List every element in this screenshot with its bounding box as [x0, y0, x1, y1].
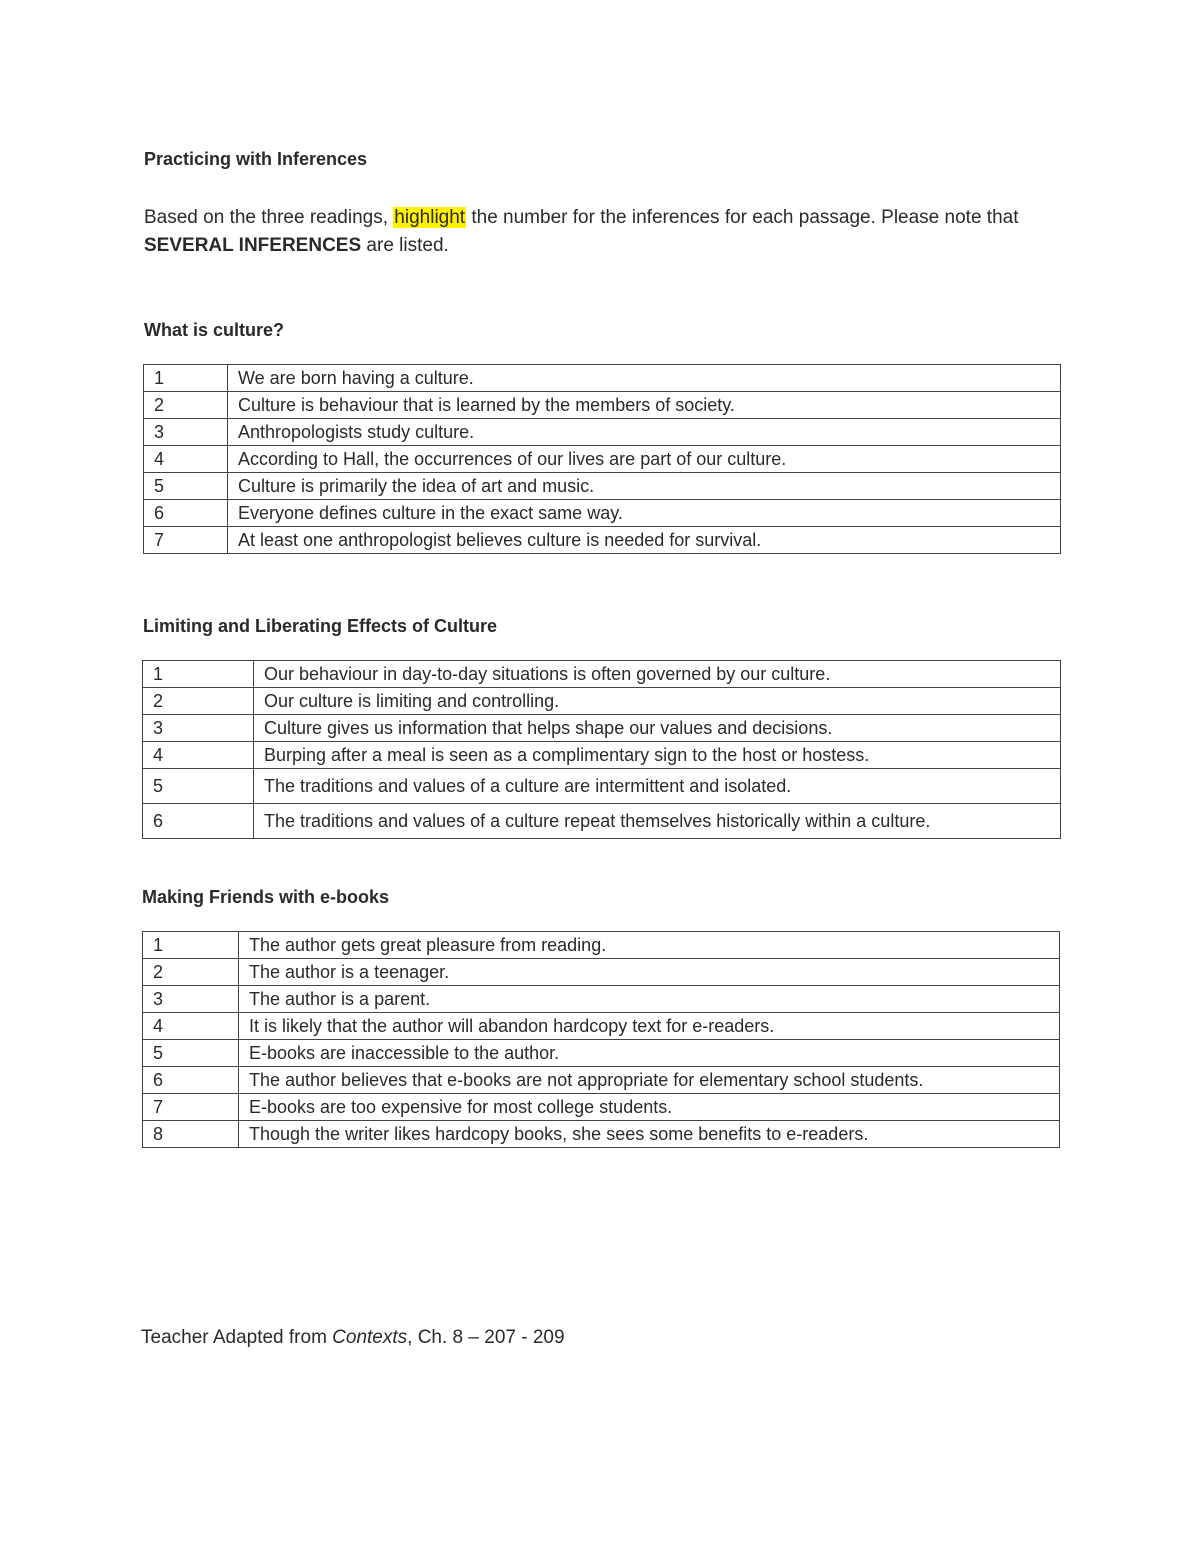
inference-number[interactable]: 2	[143, 959, 239, 986]
inference-number[interactable]: 7	[143, 1094, 239, 1121]
table-row[interactable]	[144, 527, 1061, 554]
inference-text: Everyone defines culture in the exact same way.	[228, 500, 1061, 527]
section-title-making-friends-ebooks: Making Friends with e-books	[142, 887, 390, 907]
inference-number[interactable]: 3	[143, 715, 254, 742]
table-row[interactable]	[144, 392, 1061, 419]
inference-number[interactable]: 6	[143, 804, 254, 839]
inference-text: E-books are inaccessible to the author.	[239, 1040, 1060, 1067]
instructions-emphasis: SEVERAL INFERENCES	[144, 235, 362, 256]
inference-text: We are born having a culture.	[228, 365, 1061, 392]
table-row[interactable]	[144, 500, 1061, 527]
table-row[interactable]	[143, 661, 1061, 688]
table-row[interactable]	[143, 804, 1061, 839]
inference-text: The author gets great pleasure from reading.	[239, 932, 1060, 959]
inference-number[interactable]: 5	[143, 1040, 239, 1067]
inference-number[interactable]: 1	[143, 661, 254, 688]
inference-text: Anthropologists study culture.	[228, 419, 1061, 446]
table-row[interactable]	[143, 959, 1060, 986]
inference-text: Culture gives us information that helps shape our values and decisions.	[254, 715, 1061, 742]
inference-text: At least one anthropologist believes culture is needed for survival.	[228, 527, 1061, 554]
table-row[interactable]	[143, 1040, 1060, 1067]
table-row[interactable]	[144, 446, 1061, 473]
inference-number[interactable]: 7	[144, 527, 228, 554]
table-row[interactable]	[143, 688, 1061, 715]
inference-number[interactable]: 2	[144, 392, 228, 419]
inference-table-limiting-liberating	[142, 660, 1061, 839]
inference-number[interactable]: 2	[143, 688, 254, 715]
citation-prefix: Teacher Adapted from	[141, 1327, 333, 1348]
instructions-part-2: the number for the inferences for each passage. Please note that	[466, 207, 1019, 228]
inference-text: The traditions and values of a culture repeat themselves historically within a culture.	[254, 804, 1061, 839]
section-title-what-is-culture: What is culture?	[144, 320, 285, 340]
inference-text: Culture is primarily the idea of art and music.	[228, 473, 1061, 500]
inference-text: The author believes that e-books are not appropriate for elementary school students.	[239, 1067, 1060, 1094]
inference-number[interactable]: 5	[143, 769, 254, 804]
highlighted-word: highlight	[394, 207, 466, 228]
table-row[interactable]	[143, 1094, 1060, 1121]
section-title-limiting-liberating: Limiting and Liberating Effects of Culture	[143, 616, 498, 636]
table-row[interactable]	[144, 419, 1061, 446]
inference-number[interactable]: 4	[144, 446, 228, 473]
inference-number[interactable]: 8	[143, 1121, 239, 1148]
inference-text: According to Hall, the occurrences of our lives are part of our culture.	[228, 446, 1061, 473]
inference-text: The author is a teenager.	[239, 959, 1060, 986]
table-row[interactable]	[143, 932, 1060, 959]
table-row[interactable]	[143, 1121, 1060, 1148]
inference-text: It is likely that the author will abandon hardcopy text for e-readers.	[239, 1013, 1060, 1040]
page-title: Practicing with Inferences	[144, 149, 368, 169]
inference-number[interactable]: 6	[143, 1067, 239, 1094]
inference-table-what-is-culture	[143, 364, 1061, 554]
instructions-part-3: are listed.	[361, 235, 449, 256]
inference-number[interactable]: 5	[144, 473, 228, 500]
instructions	[144, 204, 1074, 260]
table-row[interactable]	[144, 365, 1061, 392]
instructions-part-1: Based on the three readings,	[144, 207, 394, 228]
source-citation	[141, 1327, 565, 1349]
inference-text: Culture is behaviour that is learned by the members of society.	[228, 392, 1061, 419]
inference-text: The traditions and values of a culture are intermittent and isolated.	[254, 769, 1061, 804]
table-row[interactable]	[143, 986, 1060, 1013]
table-row[interactable]	[143, 1013, 1060, 1040]
inference-number[interactable]: 6	[144, 500, 228, 527]
inference-number[interactable]: 4	[143, 1013, 239, 1040]
inference-text: Though the writer likes hardcopy books, she sees some benefits to e-readers.	[239, 1121, 1060, 1148]
table-row[interactable]	[143, 742, 1061, 769]
inference-number[interactable]: 1	[144, 365, 228, 392]
inference-number[interactable]: 1	[143, 932, 239, 959]
inference-number[interactable]: 3	[143, 986, 239, 1013]
table-row[interactable]	[143, 769, 1061, 804]
table-row[interactable]	[144, 473, 1061, 500]
inference-number[interactable]: 4	[143, 742, 254, 769]
inference-number[interactable]: 3	[144, 419, 228, 446]
citation-book-title: Contexts	[332, 1327, 408, 1348]
inference-text: Our behaviour in day-to-day situations is often governed by our culture.	[254, 661, 1061, 688]
citation-suffix: , Ch. 8 – 207 - 209	[407, 1327, 565, 1348]
inference-text: The author is a parent.	[239, 986, 1060, 1013]
table-row[interactable]	[143, 715, 1061, 742]
inference-text: Our culture is limiting and controlling.	[254, 688, 1061, 715]
inference-text: E-books are too expensive for most college students.	[239, 1094, 1060, 1121]
table-row[interactable]	[143, 1067, 1060, 1094]
inference-table-making-friends-ebooks	[142, 931, 1060, 1148]
inference-text: Burping after a meal is seen as a complimentary sign to the host or hostess.	[254, 742, 1061, 769]
